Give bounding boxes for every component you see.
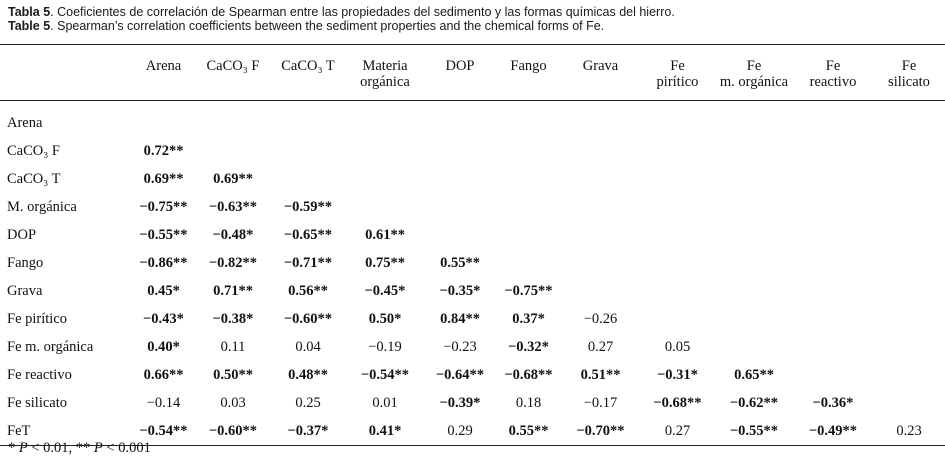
column-header-line1: Grava xyxy=(582,58,619,74)
correlation-cell: 0.11 xyxy=(220,338,246,355)
row-label: Fe m. orgánica xyxy=(7,338,94,355)
empty-cell xyxy=(496,165,561,193)
footnote-middle: < 0.01, ** xyxy=(27,440,94,456)
column-header xyxy=(715,45,793,101)
correlation-cell: −0.68** xyxy=(653,394,702,411)
column-header-line1: CaCO₃ F xyxy=(206,58,260,74)
table-row xyxy=(0,305,945,333)
table-row xyxy=(0,249,945,277)
correlation-cell: −0.39* xyxy=(439,394,481,411)
footnote-p-symbol: P xyxy=(93,440,103,456)
column-header xyxy=(424,45,496,101)
empty-cell xyxy=(496,193,561,221)
empty-cell xyxy=(346,109,424,137)
empty-cell xyxy=(424,193,496,221)
empty-cell xyxy=(715,333,793,361)
empty-cell xyxy=(873,137,945,165)
correlation-cell: −0.32* xyxy=(508,338,549,355)
empty-cell xyxy=(561,137,640,165)
correlation-cell: 0.50* xyxy=(368,310,402,327)
column-header xyxy=(270,45,346,101)
correlation-cell: −0.37* xyxy=(270,417,346,446)
correlation-cell: 0.84** xyxy=(440,310,480,327)
column-header xyxy=(346,45,424,101)
empty-cell xyxy=(715,249,793,277)
correlation-cell: −0.82** xyxy=(208,254,258,271)
empty-cell xyxy=(793,165,873,193)
correlation-cell: 0.66** xyxy=(143,366,184,383)
row-label: FeT xyxy=(0,417,131,446)
empty-cell xyxy=(793,305,873,333)
correlation-cell: −0.48* xyxy=(212,226,254,243)
correlation-cell: −0.49** xyxy=(793,417,873,446)
correlation-cell: 0.37* xyxy=(512,310,545,327)
row-label: CaCO₃ F xyxy=(7,142,60,159)
column-header-line1: Fe xyxy=(901,58,917,74)
empty-cell xyxy=(873,221,945,249)
correlation-cell: 0.05 xyxy=(664,338,691,355)
empty-cell xyxy=(561,193,640,221)
empty-cell xyxy=(496,109,561,137)
footnote-p-symbol: P xyxy=(18,440,28,456)
empty-cell xyxy=(561,221,640,249)
empty-cell xyxy=(715,165,793,193)
empty-cell xyxy=(873,277,945,305)
correlation-cell: −0.60** xyxy=(283,310,333,327)
correlation-cell: −0.59** xyxy=(283,198,333,215)
column-header-line1: Fango xyxy=(510,58,547,74)
empty-cell xyxy=(346,137,424,165)
correlation-cell: 0.69** xyxy=(143,170,184,187)
empty-cell xyxy=(640,221,715,249)
correlation-cell: −0.75** xyxy=(504,282,553,299)
empty-cell xyxy=(793,361,873,389)
empty-cell xyxy=(496,137,561,165)
correlation-cell: −0.86** xyxy=(139,254,188,271)
empty-cell xyxy=(873,333,945,361)
empty-cell xyxy=(640,165,715,193)
correlation-cell: −0.38* xyxy=(212,310,254,327)
caption-english-text: . Spearman’s correlation coefficients between the sediment properties and the chemical forms of Fe. xyxy=(50,19,605,33)
footnote-prefix: * xyxy=(8,440,19,456)
table-body xyxy=(0,101,945,446)
row-label: M. orgánica xyxy=(7,198,77,215)
correlation-cell: 0.03 xyxy=(220,394,246,411)
empty-cell xyxy=(715,305,793,333)
correlation-cell: −0.75** xyxy=(139,198,188,215)
row-label: DOP xyxy=(7,226,37,243)
column-header xyxy=(561,45,640,101)
empty-cell xyxy=(873,361,945,389)
row-label: Fe pirítico xyxy=(7,310,68,327)
correlation-cell: −0.54** xyxy=(131,417,196,446)
correlation-cell: −0.55** xyxy=(715,417,793,446)
correlation-cell: 0.27 xyxy=(640,417,715,446)
table-row xyxy=(0,277,945,305)
correlation-cell: 0.75** xyxy=(365,254,405,271)
caption-spanish xyxy=(8,5,675,19)
caption-spanish-text: . Coeficientes de correlación de Spearman entre las propiedades del sedimento y las formas químicas del hierro. xyxy=(50,5,675,19)
empty-cell xyxy=(640,193,715,221)
correlation-cell: −0.60** xyxy=(196,417,270,446)
correlation-cell: 0.41* xyxy=(346,417,424,446)
empty-cell xyxy=(793,221,873,249)
spacer-row xyxy=(0,101,945,110)
correlation-cell: −0.71** xyxy=(283,254,333,271)
correlation-cell: −0.36* xyxy=(812,394,854,411)
empty-cell xyxy=(873,165,945,193)
correlation-cell: −0.70** xyxy=(561,417,640,446)
empty-cell xyxy=(640,305,715,333)
correlation-cell: 0.01 xyxy=(372,394,398,411)
column-header xyxy=(793,45,873,101)
empty-cell xyxy=(561,277,640,305)
empty-cell xyxy=(873,249,945,277)
column-header-line1: Fe xyxy=(746,58,762,74)
empty-cell xyxy=(873,193,945,221)
empty-cell xyxy=(640,137,715,165)
correlation-cell: −0.17 xyxy=(583,394,618,411)
correlation-cell: −0.26 xyxy=(583,310,618,327)
empty-cell xyxy=(424,137,496,165)
empty-cell xyxy=(196,109,270,137)
correlation-cell: 0.69** xyxy=(213,170,253,187)
correlation-cell: 0.23 xyxy=(873,417,945,446)
row-label: Fe reactivo xyxy=(7,366,72,383)
row-label: CaCO₃ T xyxy=(7,170,61,187)
empty-cell xyxy=(793,193,873,221)
correlation-cell: 0.72** xyxy=(143,142,184,159)
caption-english xyxy=(8,19,675,33)
column-header-line1: CaCO₃ T xyxy=(281,58,335,74)
table-row xyxy=(0,361,945,389)
column-header-line2: m. orgánica xyxy=(719,74,789,90)
table-row xyxy=(0,389,945,417)
empty-cell xyxy=(496,249,561,277)
empty-cell xyxy=(793,109,873,137)
correlation-cell: −0.63** xyxy=(208,198,258,215)
correlation-cell: 0.51** xyxy=(580,366,621,383)
empty-cell xyxy=(715,137,793,165)
correlation-cell: −0.68** xyxy=(504,366,553,383)
empty-cell xyxy=(715,221,793,249)
empty-cell xyxy=(424,109,496,137)
correlation-cell: 0.04 xyxy=(295,338,321,355)
correlation-cell: 0.45* xyxy=(147,282,180,299)
row-label: Grava xyxy=(7,282,43,299)
correlation-cell: −0.54** xyxy=(360,366,410,383)
empty-cell xyxy=(346,165,424,193)
empty-cell xyxy=(270,137,346,165)
empty-cell xyxy=(346,193,424,221)
empty-cell xyxy=(270,109,346,137)
column-header-line1: DOP xyxy=(445,58,475,74)
table-row xyxy=(0,333,945,361)
table-row xyxy=(0,193,945,221)
empty-cell xyxy=(793,333,873,361)
empty-cell xyxy=(873,109,945,137)
row-label: Fe silicato xyxy=(7,394,68,411)
empty-cell xyxy=(561,249,640,277)
column-header xyxy=(496,45,561,101)
column-header xyxy=(640,45,715,101)
empty-cell xyxy=(496,221,561,249)
empty-cell xyxy=(561,109,640,137)
empty-cell xyxy=(793,137,873,165)
table-row xyxy=(0,137,945,165)
correlation-cell: 0.29 xyxy=(424,417,496,446)
footnote-suffix: < 0.001 xyxy=(102,440,151,456)
caption-spanish-label: Tabla 5 xyxy=(8,5,51,19)
header-corner xyxy=(0,45,131,101)
empty-cell xyxy=(715,277,793,305)
correlation-cell: 0.50** xyxy=(213,366,253,383)
column-header-line1: Fe xyxy=(670,58,685,74)
table-caption xyxy=(8,5,675,33)
caption-english-label: Table 5 xyxy=(8,19,51,33)
empty-cell xyxy=(131,109,196,137)
column-header xyxy=(131,45,196,101)
empty-cell xyxy=(196,137,270,165)
correlation-cell: −0.62** xyxy=(729,394,779,411)
correlation-cell: −0.65** xyxy=(283,226,333,243)
table-footnote xyxy=(8,440,151,457)
correlation-cell: −0.19 xyxy=(368,338,402,355)
column-header-line2: orgánica xyxy=(360,74,410,90)
correlation-table xyxy=(0,44,945,446)
correlation-cell: 0.40* xyxy=(147,338,180,355)
empty-cell xyxy=(424,165,496,193)
correlation-cell: −0.55** xyxy=(139,226,188,243)
correlation-cell: 0.65** xyxy=(734,366,774,383)
column-header-line2: reactivo xyxy=(809,74,857,90)
correlation-cell: −0.45* xyxy=(364,282,406,299)
correlation-cell: −0.31* xyxy=(657,366,698,383)
empty-cell xyxy=(873,389,945,417)
empty-cell xyxy=(561,165,640,193)
empty-cell xyxy=(640,277,715,305)
empty-cell xyxy=(424,221,496,249)
correlation-cell: −0.23 xyxy=(443,338,477,355)
column-header-line1: Fe xyxy=(825,58,841,74)
correlation-cell: 0.55** xyxy=(440,254,480,271)
column-header xyxy=(196,45,270,101)
correlation-cell: 0.18 xyxy=(515,394,542,411)
empty-cell xyxy=(640,249,715,277)
correlation-cell: 0.56** xyxy=(288,282,328,299)
empty-cell xyxy=(715,193,793,221)
correlation-cell: 0.61** xyxy=(365,226,405,243)
column-header-line1: Materia xyxy=(362,58,408,74)
empty-cell xyxy=(715,109,793,137)
column-header-line1: Arena xyxy=(145,58,182,74)
table-row xyxy=(0,109,945,137)
correlation-cell: 0.48** xyxy=(288,366,328,383)
row-label: Arena xyxy=(7,114,43,131)
correlation-cell: −0.35* xyxy=(439,282,481,299)
empty-cell xyxy=(270,165,346,193)
empty-cell xyxy=(873,305,945,333)
correlation-cell: 0.25 xyxy=(295,394,321,411)
column-header-line2: silicato xyxy=(888,74,930,90)
table-header-row xyxy=(0,45,945,101)
correlation-cell: −0.43* xyxy=(143,310,184,327)
correlation-cell: 0.71** xyxy=(213,282,253,299)
correlation-cell: −0.14 xyxy=(146,394,181,411)
correlation-cell: 0.27 xyxy=(587,338,614,355)
column-header xyxy=(873,45,945,101)
table-row xyxy=(0,165,945,193)
empty-cell xyxy=(640,109,715,137)
empty-cell xyxy=(793,249,873,277)
correlation-cell: 0.55** xyxy=(496,417,561,446)
empty-cell xyxy=(793,277,873,305)
table-row xyxy=(0,221,945,249)
row-label: Fango xyxy=(7,254,44,271)
column-header-line2: pirítico xyxy=(656,74,699,90)
correlation-cell: −0.64** xyxy=(435,366,485,383)
